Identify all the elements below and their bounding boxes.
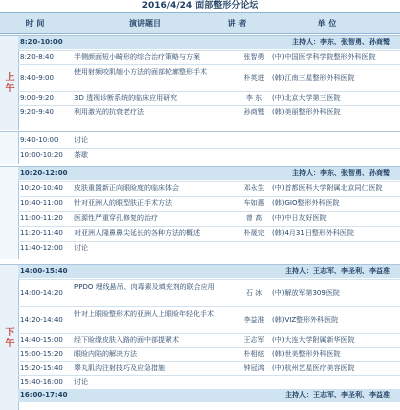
row-speaker: 朴英进	[243, 74, 265, 82]
table-row	[18, 181, 400, 195]
row-unit: (韩)江南三星整形外科医院	[272, 74, 355, 82]
table-header	[0, 12, 400, 34]
header-unit: 单 位	[317, 18, 337, 28]
row-topic: 针对上眼睑整形术的亚洲人上眼睑年轻化手术	[74, 310, 214, 318]
row-speaker: 石 冰	[245, 289, 263, 297]
table-row	[18, 361, 400, 375]
row-time: 9:00-9:20	[20, 94, 54, 102]
side-spacer	[0, 132, 19, 164]
table-row	[18, 64, 400, 91]
row-speaker: 钟冠鸿	[243, 364, 265, 372]
row-time: 15:40-16:00	[20, 378, 63, 386]
row-time: 10:40-11:00	[20, 199, 63, 207]
morning-session-2	[0, 166, 400, 259]
row-unit: (中)杭州艺星医疗美容医院	[272, 364, 355, 372]
row-speaker: 邓永生	[243, 184, 265, 192]
row-unit: (中)北京大学第三医院	[272, 94, 341, 102]
row-time: 11:40-12:00	[20, 244, 63, 252]
session-time: 16:00-17:40	[20, 391, 68, 399]
table-row	[18, 196, 400, 210]
afternoon-session	[0, 264, 400, 410]
row-time: 8:20-8:40	[20, 53, 54, 61]
row-topic: 使用射频咬肌缩小方法的面部轮廓整形手术	[74, 68, 207, 76]
page-title: 2016/4/24 面部整形分论坛	[141, 1, 259, 11]
table-row	[18, 333, 400, 347]
row-topic: 眼睑内陷的解决方法	[74, 350, 137, 358]
row-speaker: 张智勇	[243, 53, 265, 61]
table-row	[18, 375, 400, 389]
row-unit: (中)大连大学附属新华医院	[272, 336, 355, 344]
session-host: 主持人：王志军、李圣利、李益准	[285, 391, 390, 399]
session-host: 主持人：李东、张智勇、孙商鹫	[292, 38, 390, 46]
row-speaker: 孙商鹫	[243, 108, 265, 116]
row-topic: 讨论	[74, 244, 88, 252]
row-unit: (韩)4月31日整形外科医院	[272, 229, 354, 237]
afternoon-label: 下午	[0, 265, 19, 410]
table-row	[18, 347, 400, 361]
row-speaker: 李 东	[245, 94, 263, 102]
row-topic: 半侧颜面短小畸形的综合治疗策略与方案	[74, 53, 200, 61]
row-topic: 皮肤重置新正向眼睑度的临床体会	[74, 184, 179, 192]
row-unit: (韩)GIO整形外科医院	[272, 199, 340, 207]
row-speaker: 曾 高	[245, 214, 263, 222]
session-header	[18, 167, 400, 180]
row-unit: (中)中国医学科学院整形外科医院	[272, 53, 376, 61]
session-time: 10:20-12:00	[20, 169, 68, 177]
morning-session-1	[0, 35, 400, 130]
row-unit: (韩)VIZ整形外科医院	[272, 316, 339, 324]
row-time: 10:20-10:40	[20, 184, 63, 192]
session-time: 14:00-15:40	[20, 267, 68, 275]
row-topic: 茶歇	[74, 151, 88, 159]
row-topic: 利用激光的抗衰老疗法	[74, 108, 144, 116]
table-row	[18, 148, 400, 162]
table-row	[18, 226, 400, 240]
table-row	[18, 91, 400, 105]
header-time: 时 间	[25, 18, 45, 28]
row-time: 9:20-9:40	[20, 108, 54, 116]
table-row	[18, 211, 400, 225]
table-row	[18, 105, 400, 119]
morning-label: 上午	[0, 36, 19, 130]
row-unit: (韩)世美整形外科医院	[272, 350, 341, 358]
session-host: 主持人：王志军、李圣利、李益准	[285, 267, 390, 275]
row-topic: 针对亚洲人的眼型肤正手术方法	[74, 199, 172, 207]
row-topic: PPDO 埋线悬吊、肉毒素及填充剂的联合应用	[74, 283, 215, 291]
session-header	[18, 265, 400, 278]
session-time: 8:20-10:00	[20, 38, 63, 46]
table-row	[18, 306, 400, 333]
row-time: 8:40-9:00	[20, 74, 54, 82]
row-time: 11:20-11:40	[20, 229, 63, 237]
side-spacer	[0, 167, 19, 259]
row-speaker: 李益准	[243, 316, 265, 324]
row-time: 10:00-10:20	[20, 151, 63, 159]
row-speaker: 车如惠	[243, 199, 265, 207]
row-time: 14:00-14:20	[20, 289, 63, 297]
row-time: 14:20-14:40	[20, 316, 63, 324]
session-header	[18, 389, 400, 402]
table-row	[18, 134, 400, 147]
row-topic: 经下睑缘皮肤入路的面中部提紧术	[74, 336, 179, 344]
row-topic: 医源性严重穿孔修复的治疗	[74, 214, 158, 222]
row-topic: 睾丸肌沟注射技巧及应急措施	[74, 364, 165, 372]
row-time: 15:00-15:20	[20, 350, 63, 358]
row-speaker: 朴相炫	[243, 350, 265, 358]
row-topic: 讨论	[74, 136, 88, 144]
table-row	[18, 279, 400, 306]
row-speaker: 王志军	[243, 336, 265, 344]
row-time: 14:40-15:00	[20, 336, 63, 344]
row-topic: 3D 透视诊断系统的临床应用研究	[74, 94, 178, 102]
session-header	[18, 36, 400, 49]
row-unit: (韩)美丽整形外科医院	[272, 108, 341, 116]
row-unit: (中)解放军第309医院	[272, 289, 340, 297]
row-topic: 讨论	[74, 378, 88, 386]
row-topic: 对亚洲人隆鼻鼻尖延长的各种方法的概述	[74, 229, 200, 237]
header-topic: 演讲题目	[129, 18, 161, 28]
row-unit: (中)首都医科大学附属北京同仁医院	[272, 184, 383, 192]
row-time: 9:40-10:00	[20, 136, 59, 144]
break-block	[0, 131, 400, 164]
row-time: 15:20-15:40	[20, 364, 63, 372]
row-unit: (中)中日友好医院	[272, 214, 327, 222]
row-speaker: 朴晟完	[243, 229, 265, 237]
table-row	[18, 241, 400, 255]
row-time: 11:00-11:20	[20, 214, 63, 222]
header-speaker: 讲 者	[227, 18, 247, 28]
table-row	[18, 50, 400, 64]
session-host: 主持人：李东、张智勇、孙商鹫	[292, 169, 390, 177]
